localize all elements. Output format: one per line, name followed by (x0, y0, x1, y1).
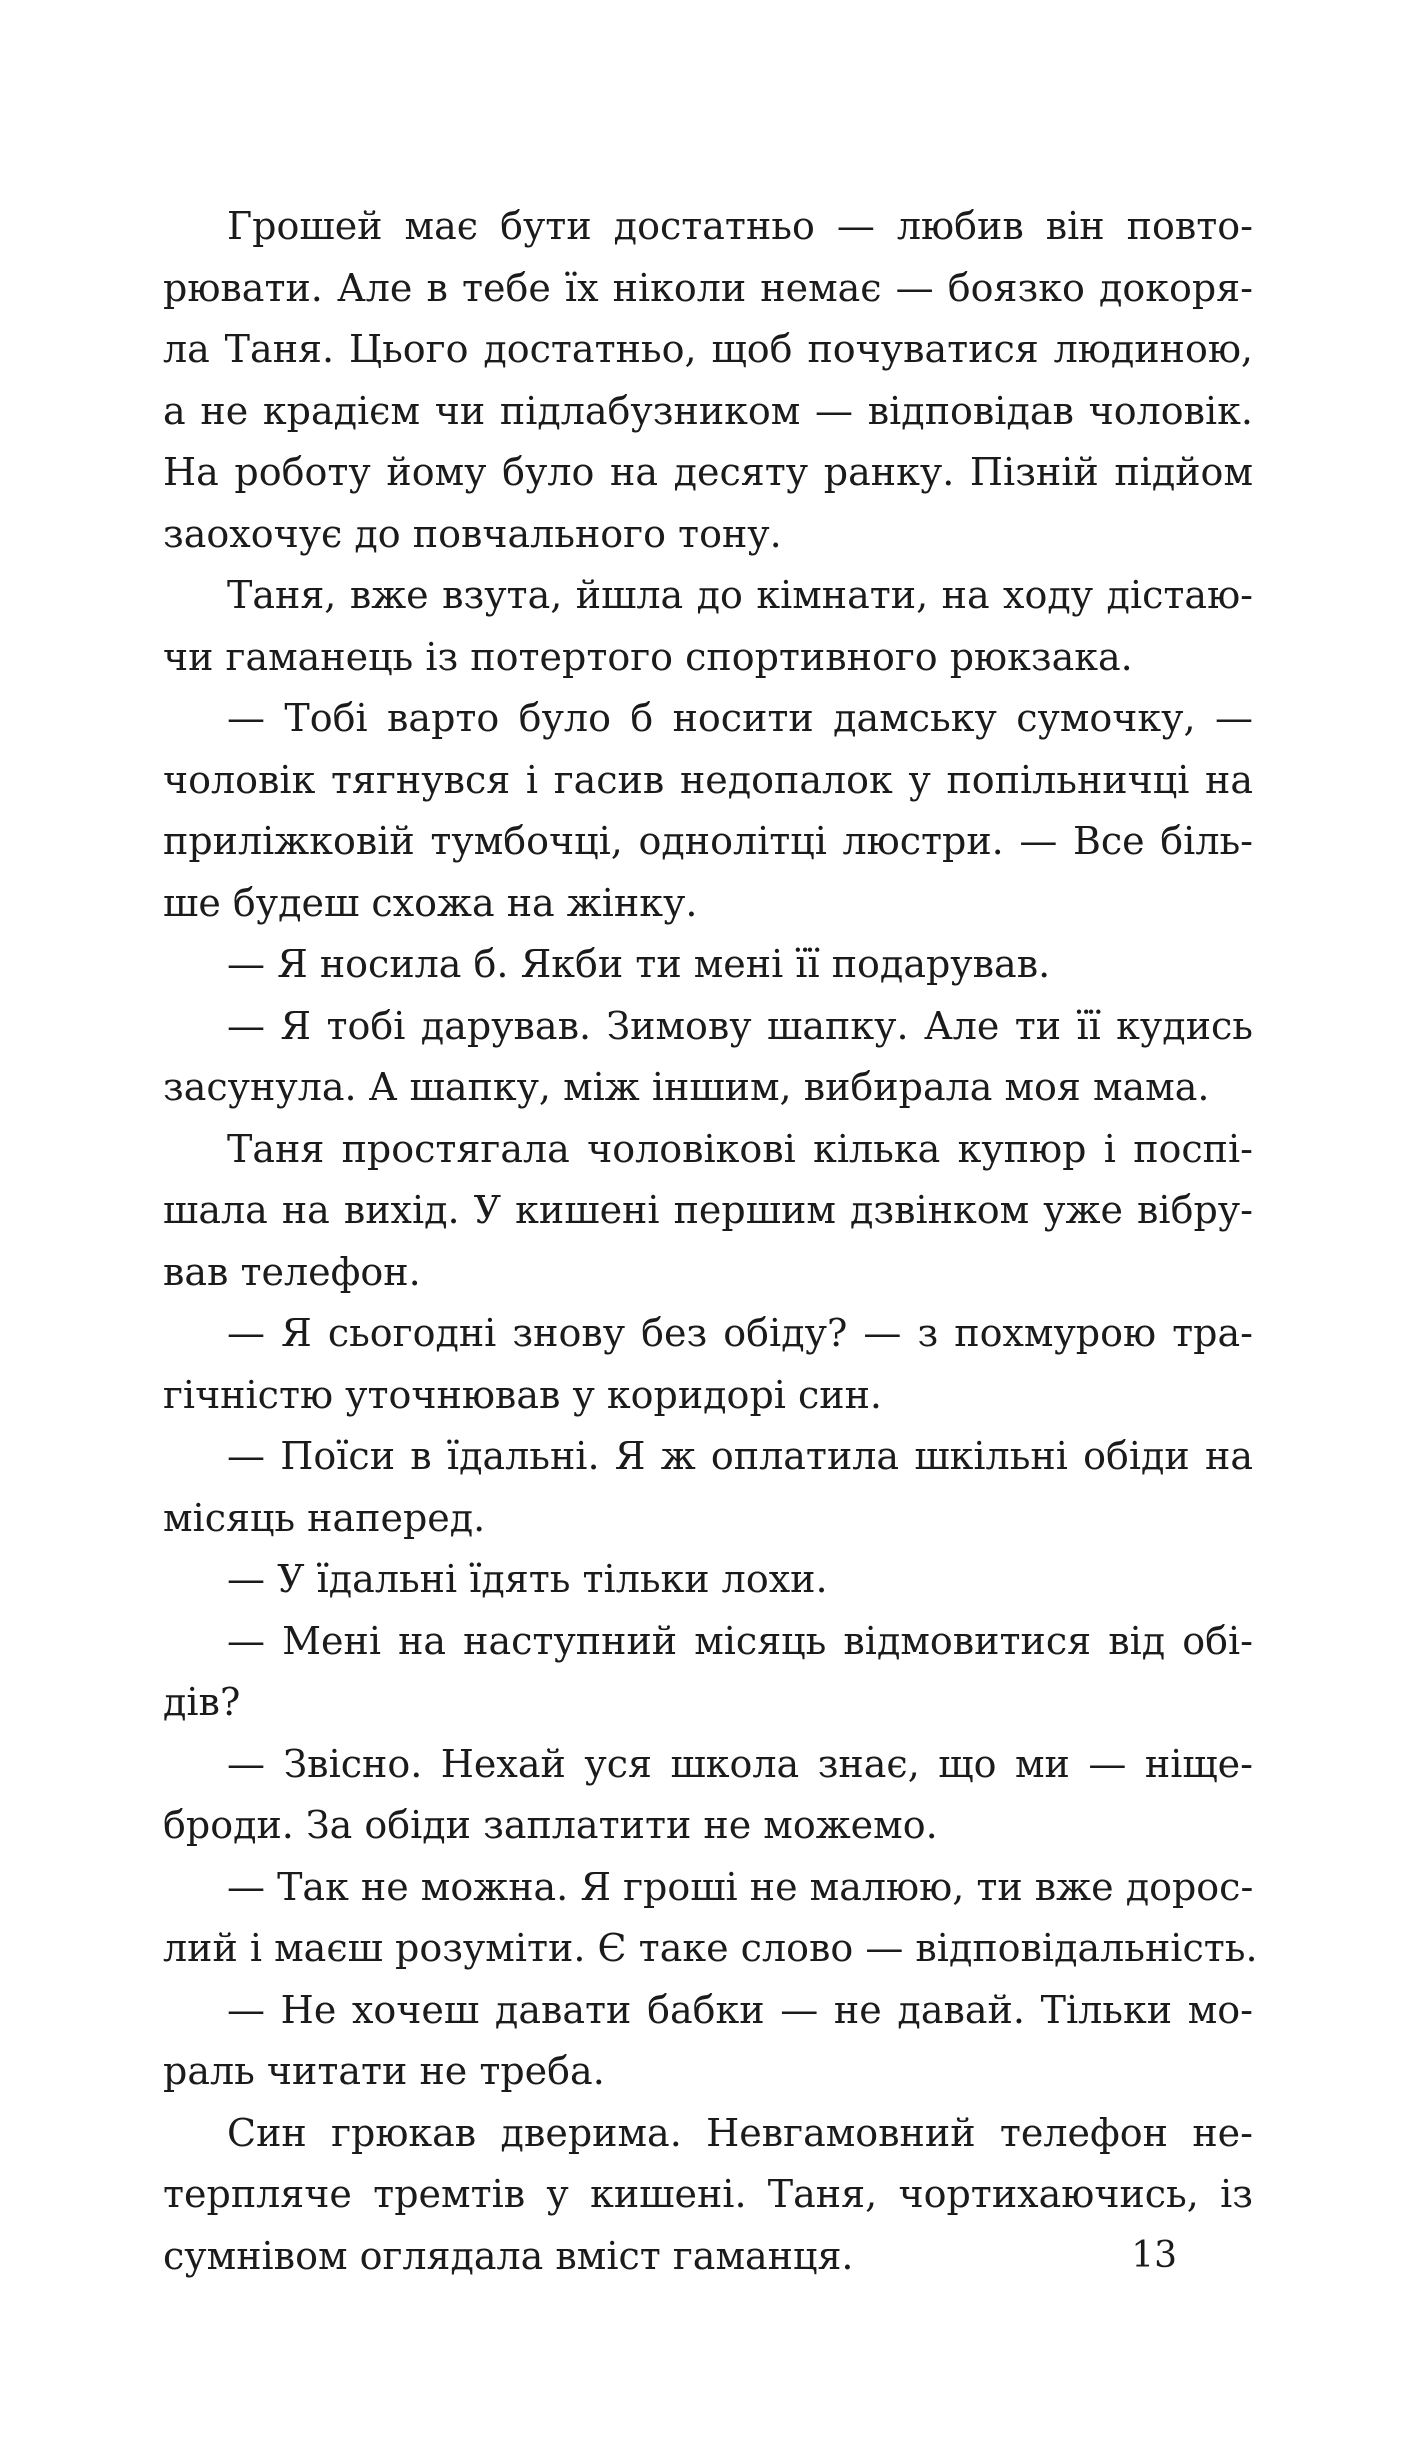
text-line: чоловік тягнувся і гасив недопалок у попільничці на (163, 757, 1253, 802)
text-line: гічністю уточнював у коридорі син. (163, 1372, 883, 1417)
text-line: місяць наперед. (163, 1495, 486, 1540)
text-line: шала на вихід. У кишені першим дзвінком уже вібру- (163, 1188, 1253, 1232)
text-line: Таня простягала чоловікові кілька купюр і поспі- (227, 1126, 1253, 1171)
text-line: рювати. Але в тебе їх ніколи немає — боязко докоря- (163, 265, 1253, 310)
text-line: — Я сьогодні знову без обіду? — з похмурою тра- (227, 1311, 1253, 1355)
text-line: На роботу йому було на десяту ранку. Пізній підйом (163, 450, 1253, 494)
text-line: а не крадієм чи підлабузником — відповідав чоловік. (163, 388, 1253, 433)
text-line: — У їдальні їдять тільки лохи. (227, 1557, 828, 1601)
text-line: — Поїси в їдальні. Я ж оплатила шкільні обіди на (227, 1434, 1253, 1478)
text-line: — Мені на наступний місяць відмовитися від обі- (227, 1618, 1253, 1663)
text-line: броди. За обіди заплатити не можемо. (163, 1803, 938, 1847)
text-line: засунула. А шапку, між іншим, вибирала моя мама. (163, 1065, 1210, 1109)
text-line: ла Таня. Цього достатньо, щоб почуватися людиною, (163, 327, 1253, 371)
text-line: вав телефон. (163, 1249, 421, 1294)
text-line: Грошей має бути достатньо — любив він повто- (227, 204, 1253, 248)
text-line: — Я тобі дарував. Зимову шапку. Але ти її кудись (227, 1003, 1253, 1048)
body-text (163, 196, 1258, 2287)
page-number: 13 (1131, 2235, 1177, 2276)
text-line: приліжковій тумбочці, однолітці люстри. — Все біль- (163, 819, 1253, 863)
text-line: — Так не можна. Я гроші не малюю, ти вже дорос- (227, 1864, 1254, 1909)
text-line: Таня, вже взута, йшла до кімнати, на ходу дістаю- (227, 573, 1253, 617)
text-line: ше будеш схожа на жінку. (163, 880, 698, 925)
text-line: терпляче тремтів у кишені. Таня, чортихаючись, із (163, 2172, 1253, 2216)
text-line: — Я носила б. Якби ти мені її подарував. (227, 942, 1051, 986)
text-line: заохочує до повчального тону. (163, 511, 782, 556)
text-line: лий і маєш розуміти. Є таке слово — відповідальність. (163, 1926, 1258, 1970)
text-line: раль читати не треба. (163, 2049, 605, 2093)
text-line: чи гаманець із потертого спортивного рюкзака. (163, 634, 1133, 679)
text-line: — Не хочеш давати бабки — не давай. Тільки мо- (227, 1987, 1253, 2032)
text-line: Син грюкав дверима. Невгамовний телефон не- (227, 2110, 1253, 2155)
text-line: — Звісно. Нехай уся школа знає, що ми — ніще- (227, 1741, 1253, 1786)
text-line: — Тобі варто було б носити дамську сумочку, — (227, 696, 1253, 740)
text-line: дів? (163, 1680, 241, 1724)
text-line: сумнівом оглядала вміст гаманця. (163, 2233, 854, 2278)
